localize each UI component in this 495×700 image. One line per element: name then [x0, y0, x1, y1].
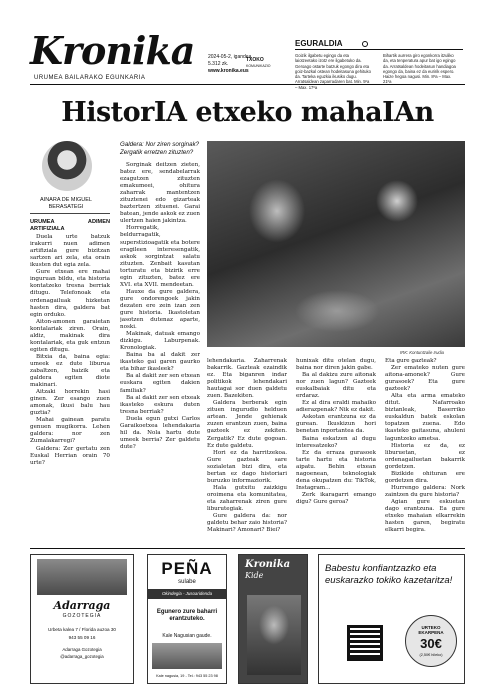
date-line: 2024-05-2, igandea	[208, 54, 252, 60]
paragraph: Galdera: Zer gertatu zen Euskal Herrian orain 70 urte?	[30, 445, 110, 466]
weather-text-1: Goizik ilgabetu egingo da eta laiotzeetako izotz ere ilgabetuko da. Geroago ostarte batzuk egongo dira eta goiz-bazkal ostean hodeitasuna gehituko da. Tarteka eguzkia ikusiko dugu. Arratsaldean zaparradaren bat. Min. 5ºa – Max. 17ºa	[295, 53, 371, 90]
ad-pena-photo	[152, 643, 222, 669]
ad-pena-brand-sub: sulabe	[178, 579, 196, 585]
paragraph: Aitzaki horrekin hasi ginen. Zer esango zuen amonak, ikusi balu hau guztia?	[30, 389, 110, 417]
photo-credit: IRK: Kontuntzaile Irudia	[400, 350, 444, 355]
ad-adarraga-address: Urbeta kalea 7 / Florida auzoa 30	[48, 627, 116, 632]
paragraph: Zerk ikaragarri emango digu? Gure geroa?	[296, 491, 376, 505]
contribution-badge	[405, 615, 457, 667]
author-photo	[42, 141, 92, 191]
ad-adarraga-social2: @adarraga_gozotegia	[60, 654, 104, 659]
paragraph: Bizikide ohituran ere gordetzen dira.	[385, 470, 465, 484]
ad-pena-line1: Egunero zure baharri erantzuteko.	[156, 609, 218, 622]
ad-kronika-photo	[247, 595, 301, 675]
paragraph: Agian gure eskuetan dago erantzuna. Ea gure etxeko mahaian elkarrekin hasten garen, begiratu elkarri begira.	[385, 498, 465, 534]
paragraph: Zer emateko nuten gure aitona-amonek? Gure gurasoek? Eta gure gazteek?	[385, 365, 465, 393]
ad-subscription[interactable]	[318, 554, 465, 684]
paragraph: Alta eta arma emateko ditut. Nafarroako biztanleak, Baserriko euskaldun batek eskolan topatzen zuena. Edo ikasteko gaitasuna, ahuleni laguntzeko ametsa.	[385, 393, 465, 442]
weather-text-2: Bihartik aurrera giro egonkorra itzuliko da, eta tenperatura apur bat igo egingo da. Arratsaldean hodeitasun handiagoa egongo da, baina ez da euririk espero. Haize hegoa nagusi. Min. 8ºa – Max. 21ºa	[383, 53, 456, 85]
ad-subscription-text: Babestu konfiantzazko eta euskarazko tokiko kazetaritza!	[325, 563, 453, 586]
paragraph: Eta gure gazteak?	[385, 358, 437, 364]
ad-pena[interactable]	[147, 554, 227, 684]
ad-kronika-logo-sub: Kide	[245, 571, 264, 580]
paragraph: Ba al dakizu zure aitonak nor zuen lagun? Gazteek euskalbaiak ditu eta erdaraz.	[296, 372, 376, 400]
paragraph: Aiton-amonen garaietan kontalariak ziren. Orain, aldiz, makinak dira kontalariak, eta guk entzun egiten ditugu.	[30, 318, 110, 353]
paragraph: Hurrengo galdera: Nork zaintzen du gure historia?	[385, 484, 465, 498]
paragraph: Hauxe da gure galdera, gure ondorengoek jakin dezaten ere zein izan zen gure historia. Ikastoletan jasotzen dutenaz aparte, noski.	[120, 288, 200, 331]
publisher-logo	[246, 57, 271, 69]
author-rule	[30, 213, 110, 214]
ad-adarraga-phone: 943 55 09 16	[68, 635, 96, 640]
paragraph: Galdera berberak egin zituen ingurudio helduen artean. Jende gehienak zuzen erantzun zuen, baina gazteek ez zekiten. Zergatik? Ez dute gogoan. Ez dute galdetu.	[207, 400, 287, 449]
paragraph: Horregatik, beldurragatik, superstizioagatik eta botere eragileen interesengatik, askok sorgintzat salatu zituzten. Zenbait kasutan torturatu eta bizirik erre egin zituzten, batez ere XVI. eta XVII. mendeetan.	[120, 225, 200, 288]
author-name-line2: BERASATEGI	[48, 204, 84, 210]
ad-pena-line2: Kale Nagusian gaude.	[162, 633, 212, 639]
masthead-date	[208, 54, 251, 75]
issue-number: 5.312 zk.	[208, 61, 229, 67]
article-column-4	[296, 358, 376, 544]
badge-value: 30€	[420, 636, 442, 651]
paragraph: Ba al dakit zer sen etxeak ikasteko eskura duten tresna berriak?	[120, 394, 200, 415]
paragraph: Bitxia da, baina egia: umeek ez dute liburua zabaltzen, baizik eta galdera egiten diote makinari.	[30, 353, 110, 389]
headline: HistorIA etxeko mahaIAn	[61, 97, 434, 128]
paragraph: Gure etxean ere mahai inguruan bildu, eta historia kontatzeko tresna berriak ditugu. Telefonoak eta ordenagailuak hizketan hasten dira, galdera bat egin orduko.	[30, 269, 110, 318]
masthead-subtitle: URUMEA BAILARAKO EGUNKARIA	[34, 75, 146, 81]
author-name	[30, 197, 102, 211]
weather-rule	[295, 49, 463, 50]
paragraph: Baina ba al dakit zer ikasteko gai garen gaurko eta bihar ikasleek?	[120, 352, 200, 373]
paragraph: hunixak ditu otelan dugu, baina nor diren jakin gabe.	[296, 358, 376, 372]
paragraph: Ez da erraza gurasoek tarte hartu eta historia aipatu. Behin etxean nagoenean, teknologiak dena okupatzen du: TikTok, Instagram...	[296, 449, 376, 491]
ads-rule	[30, 548, 465, 549]
ad-adarraga-sub: GOZOTEGIA	[62, 613, 102, 619]
paragraph: lehendakaria. Zaharrenak bakarrik. Gazteak ezaindik ez. Eta biganren indar politikok lehendakari hautagai sor duen galdetu zuen. Bazekiten.	[207, 358, 287, 400]
paragraph: Duela egun gutxi Carlos Garaikoetxea lehendakaria hil da. Nola hartu dute umeek berria? Zer galdetu dute?	[120, 415, 200, 450]
ad-adarraga-title: Adarraga	[53, 599, 111, 612]
badge-label: URTEKO EKARPENA	[418, 625, 444, 635]
paragraph: Mahai gainean paratu genuen mugikorra. Lehen galdera: nor zen Zumalakarregi?	[30, 417, 110, 445]
paragraph: Duela urte batzuk irakurri nuen adimen artifiziala gure bizitzan sartzen ari zela, eta orain ikusten dut egia zela.	[30, 234, 110, 269]
paragraph: Ba al dakit zer sen etxean euskara egiten dakien familiak?	[120, 373, 200, 394]
paragraph: Sorginak deitzen zieten, batez ere, sendabelarrak ezagutzen zituzten emakumeei, ohitura zaharrak mantentzen zituztenei edo gizarteak baztertzen zituenei. Garai batean, jende askok ez zuen ulertzen haien jakintza.	[120, 162, 200, 225]
paragraph: Hori ez da harritzekoa. Gure gazteak sare sozialetan bizi dira, eta bertan ez dago historiari buruzko informaziorik.	[207, 449, 287, 484]
qr-code-icon	[347, 625, 383, 661]
publisher-logo-line2: KOMUNIKAZIO	[246, 64, 271, 68]
weather-sun-icon	[362, 41, 368, 47]
author-name-line1: AINARA DE MIGUEL	[40, 197, 92, 203]
article-column-2	[120, 162, 200, 544]
paragraph: Historia ez da, ez liburuetan, ez ordenagailuetan bakarrik gordetzen.	[385, 442, 465, 470]
masthead-rule	[30, 84, 465, 85]
ad-pena-brand: PEÑA	[161, 559, 213, 578]
paragraph: Hala gutxitu zaizkigu oroimena eta komunitatea, eta zaharrenak ziren gure liburutegiak.	[207, 484, 287, 512]
column-kicker: URUMEA ADIMEN ARTIFIZIALA	[30, 219, 110, 233]
article-column-3	[207, 358, 287, 544]
ad-adarraga[interactable]	[30, 554, 134, 684]
ad-kronika-logo: Kronika	[245, 559, 291, 570]
shop-photo	[37, 559, 127, 595]
publisher-logo-line1: TXOKO	[246, 57, 264, 63]
paragraph: Askotan erantzuna ez da gurean. Ikuskizun hori benetan inportantea da.	[296, 414, 376, 435]
weather-title: EGURALDIA	[295, 39, 343, 48]
ad-pena-tagline: Okindegia - Jusoaridenda	[161, 591, 213, 596]
website: www.kronika.eus	[208, 68, 249, 74]
ad-pena-address: Kale nagusia, 19 - Tel.: 943 55 23 98	[156, 674, 218, 678]
paragraph: Gure galdera da: nor galdetu behar zaio historia? Makinari? Amonari? Biei?	[207, 513, 287, 534]
article-deck: Galdera: Nor ziren sorginak? Zergatik erretzen zituzten?	[120, 141, 200, 156]
badge-note: (2,50€ hileko)	[419, 653, 443, 657]
ad-adarraga-social1: Adarraga Gozotegia	[62, 647, 102, 652]
article-column-5	[385, 358, 465, 544]
paragraph: Makinak, datuak emango dizkigu. Laburpenak. Kronologiak.	[120, 331, 200, 352]
paragraph: Baina eskatzen al dugu interesatzeko?	[296, 435, 376, 449]
ad-kronika-kide[interactable]	[238, 554, 308, 684]
article-column-1	[30, 219, 110, 544]
paragraph: Ez al dira eraldi mahaiko adierazpenak? Nik ez dakit.	[296, 400, 376, 414]
article-photo	[207, 141, 465, 347]
masthead-logo: Kronika	[30, 28, 195, 73]
